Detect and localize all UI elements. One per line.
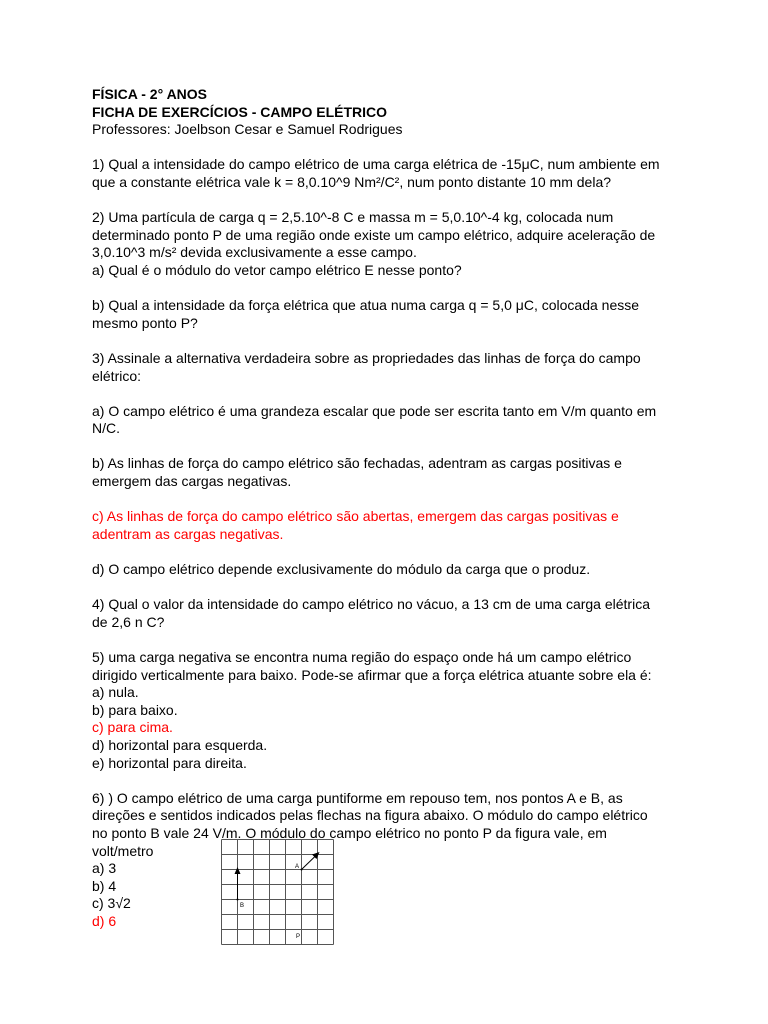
q2-line-1: 2) Uma partícula de carga q = 2,5.10^-8 C e massa m = 5,0.10^-4 kg, colocada num bbox=[92, 209, 614, 226]
q2-item-a: a) Qual é o módulo do vetor campo elétrico E nesse ponto? bbox=[92, 261, 462, 278]
q2-item-b-line-1: b) Qual a intensidade da força elétrica que atua numa carga q = 5,0 μC, colocada nesse bbox=[92, 297, 640, 314]
label-p: P bbox=[296, 934, 301, 940]
q4-line-2: de 2,6 n C? bbox=[92, 613, 165, 630]
q6-line-2: direções e sentidos indicados pelas flechas na figura abaixo. O módulo do campo elétrico bbox=[92, 807, 648, 824]
field-grid-figure bbox=[221, 839, 335, 945]
q2-line-2: determinado ponto P de uma região onde existe um campo elétrico, adquire aceleração de bbox=[92, 226, 656, 243]
q6-option-b: b) 4 bbox=[92, 877, 117, 894]
worksheet-title: FICHA DE EXERCÍCIOS - CAMPO ELÉTRICO bbox=[92, 103, 388, 120]
q3-option-a-line-1: a) O campo elétrico é uma grandeza escalar que pode ser escrita tanto em V/m quanto em bbox=[92, 402, 657, 419]
label-b: B bbox=[240, 903, 245, 909]
q6-option-c: c) 3√2 bbox=[92, 895, 131, 912]
arrow-b bbox=[235, 867, 241, 900]
q5-option-e: e) horizontal para direita. bbox=[92, 754, 247, 771]
q2-line-3: 3,0.10^3 m/s² devida exclusivamente a esse campo. bbox=[92, 244, 417, 261]
q3-line-2: elétrico: bbox=[92, 367, 142, 384]
q6-line-4: volt/metro bbox=[92, 842, 154, 859]
q6-line-1: 6) ) O campo elétrico de uma carga puntiforme em repouso tem, nos pontos A e B, as bbox=[92, 789, 623, 806]
point-b-dot bbox=[237, 899, 239, 901]
q2-item-b-line-2: mesmo ponto P? bbox=[92, 314, 198, 331]
q6-line-3: no ponto B vale 24 V/m. O módulo do campo elétrico no ponto P da figura vale, em bbox=[92, 824, 607, 841]
q3-option-c-answer-line-2: adentram as cargas negativas. bbox=[92, 525, 284, 542]
q5-line-1: 5) uma carga negativa se encontra numa região do espaço onde há um campo elétrico bbox=[92, 649, 632, 665]
q5-option-a: a) nula. bbox=[92, 684, 139, 701]
point-a-dot bbox=[301, 869, 303, 871]
q6-option-d-answer: d) 6 bbox=[92, 912, 117, 929]
q6-option-a: a) 3 bbox=[92, 860, 117, 877]
q1-line-1: 1) Qual a intensidade do campo elétrico de uma carga elétrica de -15μC, num ambiente em bbox=[92, 156, 660, 173]
label-a: A bbox=[295, 864, 300, 870]
q3-option-c-answer-line-1: c) As linhas de força do campo elétrico são abertas, emergem das cargas positivas e bbox=[92, 508, 619, 525]
q5-option-c-answer: c) para cima. bbox=[92, 719, 173, 736]
q1-line-2: que a constante elétrica vale k = 8,0.10^9 Nm²/C², num ponto distante 10 mm dela? bbox=[92, 173, 612, 190]
q3-option-b-line-2: emergem das cargas negativas. bbox=[92, 473, 292, 490]
q3-option-a-line-2: N/C. bbox=[92, 420, 120, 437]
q5-option-b: b) para baixo. bbox=[92, 701, 178, 718]
teachers-line: Professores: Joelbson Cesar e Samuel Rodrigues bbox=[92, 121, 403, 138]
q5-option-d: d) horizontal para esquerda. bbox=[92, 736, 268, 753]
q4-line-1: 4) Qual o valor da intensidade do campo elétrico no vácuo, a 13 cm de uma carga elétrica bbox=[92, 596, 650, 613]
q3-option-d: d) O campo elétrico depende exclusivamente do módulo da carga que o produz. bbox=[92, 561, 591, 578]
q3-line-1: 3) Assinale a alternativa verdadeira sobre as propriedades das linhas de força do campo bbox=[92, 349, 641, 366]
q5-line-2: dirigido verticalmente para baixo. Pode-se afirmar que a força elétrica atuante sobre ela é: bbox=[92, 666, 652, 683]
q3-option-b-line-1: b) As linhas de força do campo elétrico são fechadas, adentram as cargas positivas e bbox=[92, 455, 622, 472]
subject-title: FÍSICA - 2° ANOS bbox=[92, 86, 208, 102]
worksheet bbox=[92, 86, 692, 931]
